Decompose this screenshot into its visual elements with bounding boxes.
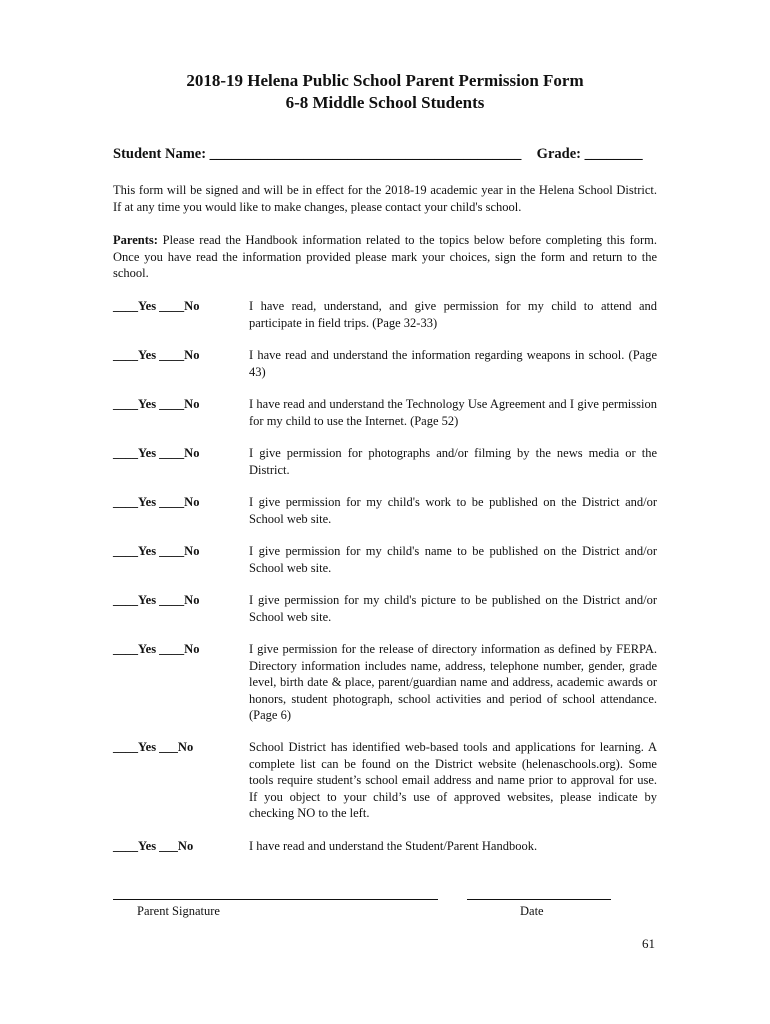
statement-work-published: I give permission for my child's work to be published on the District and/or School web site. <box>249 495 657 526</box>
student-name-field[interactable]: Student Name: ___________________________________________ <box>113 146 522 162</box>
statement-field-trips: I have read, understand, and give permission for my child to attend and participate in field trips. (Page 32-33) <box>249 299 657 330</box>
student-info-line <box>113 146 643 163</box>
yes-no-choice-8[interactable]: ____Yes ____No <box>113 642 200 656</box>
intro-paragraph: This form will be signed and will be in effect for the 2018-19 academic year in the Helena School District. If at any time you would like to make changes, please contact your child's school. <box>113 183 657 214</box>
page-number: 61 <box>642 936 655 951</box>
yes-no-choice-5[interactable]: ____Yes ____No <box>113 495 200 509</box>
parents-paragraph <box>113 232 657 282</box>
parent-signature-label: Parent Signature <box>137 904 220 918</box>
yes-no-choice-4[interactable]: ____Yes ____No <box>113 446 200 460</box>
statement-handbook: I have read and understand the Student/Parent Handbook. <box>249 839 538 853</box>
parents-text: Please read the Handbook information related to the topics below before completing this form. Once you have read the information provided please mark your choices, sign the form and return to the school. <box>113 233 657 280</box>
yes-no-choice-2[interactable]: ____Yes ____No <box>113 348 200 362</box>
statement-name-published: I give permission for my child's name to be published on the District and/or School web site. <box>249 544 657 575</box>
parents-label: Parents: <box>113 233 158 247</box>
statement-technology: I have read and understand the Technology Use Agreement and I give permission for my child to use the Internet. (Page 52) <box>249 397 657 428</box>
yes-no-choice-10[interactable]: ____Yes ___No <box>113 839 194 853</box>
grade-field[interactable]: Grade: ________ <box>536 146 643 162</box>
form-subtitle: 6-8 Middle School Students <box>285 93 485 112</box>
statement-weapons: I have read and understand the information regarding weapons in school. (Page 43) <box>249 348 657 379</box>
form-title: 2018-19 Helena Public School Parent Permission Form <box>186 71 584 90</box>
yes-no-choice-1[interactable]: ____Yes ____No <box>113 299 200 313</box>
statement-photographs: I give permission for photographs and/or filming by the news media or the District. <box>249 446 657 477</box>
yes-no-choice-6[interactable]: ____Yes ____No <box>113 544 200 558</box>
yes-no-choice-7[interactable]: ____Yes ____No <box>113 593 200 607</box>
date-line[interactable] <box>467 899 611 900</box>
yes-no-choice-3[interactable]: ____Yes ____No <box>113 397 200 411</box>
yes-no-choice-9[interactable]: ____Yes ___No <box>113 740 194 754</box>
date-label: Date <box>520 904 544 918</box>
parent-signature-line[interactable] <box>113 899 438 900</box>
statement-directory-info: I give permission for the release of directory information as defined by FERPA. Directory information includes name, address, telephone number, gender, grade level, birth date & place, parent/guardian name and address, academic awards or honors, student photograph, school activities and period of school attendance. (Page 6) <box>249 642 657 722</box>
statement-web-tools: School District has identified web-based tools and applications for learning. A complete list can be found on the District website (helenaschools.org). Some tools require student’s school email address and name prior to approval for use. If you object to your child’s use of approved websites, please indicate by checking NO to the left. <box>249 740 657 820</box>
statement-picture-published: I give permission for my child's picture to be published on the District and/or School web site. <box>249 593 657 624</box>
